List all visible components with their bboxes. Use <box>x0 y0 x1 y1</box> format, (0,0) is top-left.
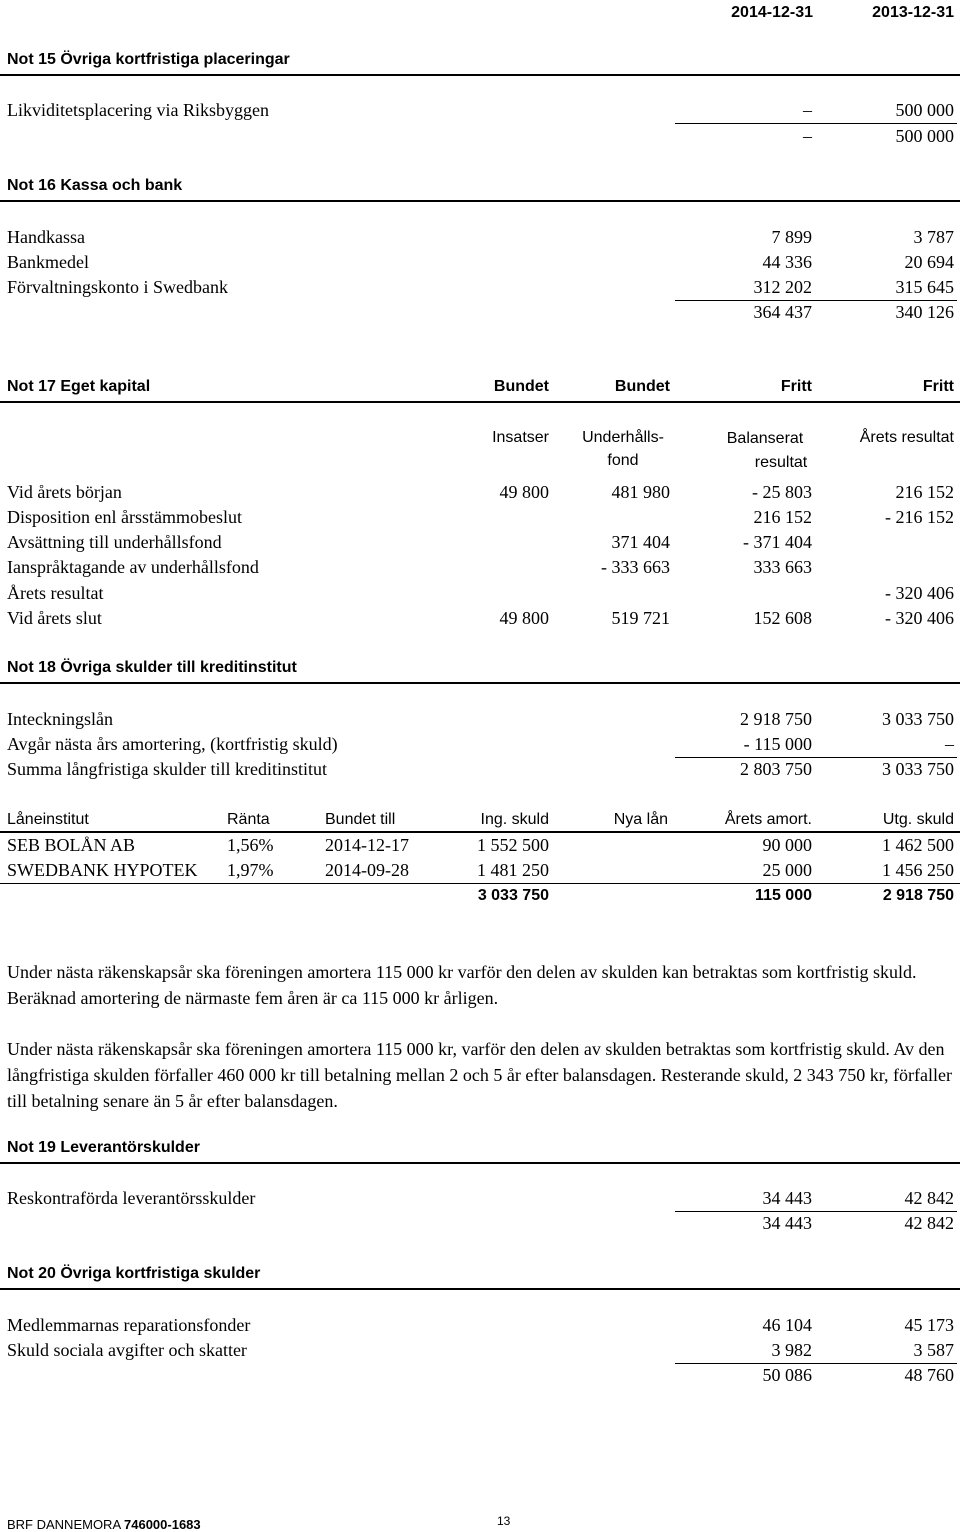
loan-header-institute: Låneinstitut <box>7 811 89 828</box>
note20-row-v1: 46 104 <box>762 1315 812 1335</box>
note17-row-label: Vid årets början <box>7 482 122 502</box>
loan-row-bound: 2014-12-17 <box>325 835 409 855</box>
note16-row-v2: 3 787 <box>913 227 954 247</box>
loan-row-rate: 1,97% <box>227 860 274 880</box>
note20-row-v2: 45 173 <box>904 1315 954 1335</box>
note17-group-header: Fritt <box>780 378 812 395</box>
note17-group-header: Fritt <box>922 378 954 395</box>
note17-row-c1: 49 800 <box>499 608 549 628</box>
note19-row-v2: 42 842 <box>904 1188 954 1208</box>
note17-col-header: Underhålls- <box>582 429 664 446</box>
loan-header-amort: Årets amort. <box>724 811 812 828</box>
note16-title: Not 16 Kassa och bank <box>7 177 183 194</box>
note20-row-label: Medlemmarnas reparationsfonder <box>7 1315 251 1335</box>
note15-total-v2: 500 000 <box>895 126 954 146</box>
note20-total-v2: 48 760 <box>904 1365 954 1385</box>
loan-row-utg: 1 456 250 <box>882 860 954 880</box>
note15-sum-rule <box>675 123 957 124</box>
note16-row-v2: 315 645 <box>895 277 954 297</box>
note17-row-c3: 152 608 <box>753 608 812 628</box>
note16-row-v1: 7 899 <box>771 227 812 247</box>
note17-row-c2: - 333 663 <box>601 557 670 577</box>
note15-row-v1: – <box>803 100 812 120</box>
note17-row-c2: 519 721 <box>611 608 670 628</box>
loan-row-amort: 25 000 <box>762 860 812 880</box>
note16-total-v1: 364 437 <box>753 302 812 322</box>
note15-rule <box>0 74 960 76</box>
note20-row-label: Skuld sociala avgifter och skatter <box>7 1340 247 1360</box>
note17-row-label: Vid årets slut <box>7 608 102 628</box>
note19-row-v1: 34 443 <box>762 1188 812 1208</box>
note16-row-v1: 44 336 <box>762 252 812 272</box>
note17-row-c3: - 371 404 <box>743 532 812 552</box>
note18-title: Not 18 Övriga skulder till kreditinstitut <box>7 659 297 676</box>
note15-total-v1: – <box>803 126 812 146</box>
note17-row-c2: 481 980 <box>611 482 670 502</box>
note17-title: Not 17 Eget kapital <box>7 378 151 395</box>
note20-title: Not 20 Övriga kortfristiga skulder <box>7 1265 261 1282</box>
loan-header-rule <box>0 831 960 833</box>
note17-row-c4: - 216 152 <box>885 507 954 527</box>
note19-rule <box>0 1162 960 1164</box>
note19-sum-rule <box>675 1211 957 1212</box>
note17-col-header: resultat <box>754 454 808 471</box>
loan-row-ing: 1 552 500 <box>477 835 549 855</box>
note18-paragraph-1: Under nästa räkenskapsår ska föreningen amortera 115 000 kr varför den delen av skulden kan betraktas som kortfristig skuld. Beräknad amortering de närmaste fem åren är ca 115 000 kr årligen. <box>7 962 917 1008</box>
loan-row-utg: 1 462 500 <box>882 835 954 855</box>
note18-row-label: Inteckningslån <box>7 709 113 729</box>
column-header-2013: 2013-12-31 <box>872 4 954 21</box>
note19-row-label: Reskontraförda leverantörsskulder <box>7 1188 256 1208</box>
note18-row-v1: 2 803 750 <box>740 759 812 779</box>
note18-row-v2: – <box>945 734 954 754</box>
note18-row-label: Summa långfristiga skulder till kreditinstitut <box>7 759 327 779</box>
note19-total-v2: 42 842 <box>904 1213 954 1233</box>
note17-row-c3: 333 663 <box>753 557 812 577</box>
note19-title: Not 19 Leverantörskulder <box>7 1139 200 1156</box>
note19-total-v1: 34 443 <box>762 1213 812 1233</box>
note16-row-v2: 20 694 <box>904 252 954 272</box>
note16-sum-rule <box>675 300 957 301</box>
loan-header-bound: Bundet till <box>325 811 396 828</box>
note17-row-c4: - 320 406 <box>885 583 954 603</box>
note18-row-v2: 3 033 750 <box>882 709 954 729</box>
note17-group-header: Bundet <box>493 378 549 395</box>
note15-row-label: Likviditetsplacering via Riksbyggen <box>7 100 269 120</box>
note20-row-v1: 3 982 <box>771 1340 812 1360</box>
note17-row-c1: 49 800 <box>499 482 549 502</box>
footer-org-number: 746000-1683 <box>124 1517 201 1532</box>
note18-row-v1: - 115 000 <box>743 734 812 754</box>
note17-col-header: Balanserat <box>726 430 804 447</box>
note20-row-v2: 3 587 <box>913 1340 954 1360</box>
note17-row-c4: 216 152 <box>895 482 954 502</box>
note16-row-label: Bankmedel <box>7 252 89 272</box>
note17-row-label: Årets resultat <box>7 583 104 603</box>
note17-row-c2: 371 404 <box>611 532 670 552</box>
loan-header-new: Nya lån <box>613 811 668 828</box>
note17-row-c3: 216 152 <box>753 507 812 527</box>
loan-total-amort: 115 000 <box>755 887 812 904</box>
loan-header-utg: Utg. skuld <box>882 811 954 828</box>
note15-row-v2: 500 000 <box>895 100 954 120</box>
footer-org-name: BRF DANNEMORA <box>7 1517 125 1532</box>
footer-org <box>7 1517 201 1532</box>
note18-sum-rule <box>675 757 957 758</box>
loan-header-rate: Ränta <box>227 811 270 828</box>
loan-row-bound: 2014-09-28 <box>325 860 409 880</box>
note16-row-v1: 312 202 <box>753 277 812 297</box>
note18-paragraph-2: Under nästa räkenskapsår ska föreningen amortera 115 000 kr, varför den delen av skulden betraktas som kortfristig skuld. Av den långfristiga skulden förfaller 460 000 kr till betalning mellan 2 och 5 år efter balansdagen. Resterande skuld, 2 343 750 kr, förfaller till betalning senare än 5 år efter balansdagen. <box>7 1039 952 1111</box>
loan-total-ing: 3 033 750 <box>477 887 549 904</box>
note17-rule <box>0 401 960 403</box>
loan-total-rule <box>0 883 960 884</box>
note18-row-label: Avgår nästa års amortering, (kortfristig skuld) <box>7 734 338 754</box>
note20-sum-rule <box>675 1363 957 1364</box>
column-header-2014: 2014-12-31 <box>731 4 813 21</box>
note20-total-v1: 50 086 <box>762 1365 812 1385</box>
loan-row-inst: SEB BOLÅN AB <box>7 835 136 855</box>
note17-row-c3: - 25 803 <box>752 482 812 502</box>
note17-group-header: Bundet <box>614 378 670 395</box>
note16-row-label: Förvaltningskonto i Swedbank <box>7 277 228 297</box>
note17-row-label: Disposition enl årsstämmobeslut <box>7 507 242 527</box>
note15-title: Not 15 Övriga kortfristiga placeringar <box>7 51 290 68</box>
loan-row-rate: 1,56% <box>227 835 274 855</box>
note17-col-header: fond <box>607 452 639 469</box>
note17-row-label: Avsättning till underhållsfond <box>7 532 222 552</box>
note20-rule <box>0 1288 960 1290</box>
note16-total-v2: 340 126 <box>895 302 954 322</box>
loan-row-ing: 1 481 250 <box>477 860 549 880</box>
note18-rule <box>0 682 960 684</box>
note17-row-label: Ianspråktagande av underhållsfond <box>7 557 259 577</box>
note16-rule <box>0 200 960 202</box>
note17-row-c4: - 320 406 <box>885 608 954 628</box>
note16-row-label: Handkassa <box>7 227 85 247</box>
loan-header-ing: Ing. skuld <box>480 811 549 828</box>
loan-total-utg: 2 918 750 <box>882 887 954 904</box>
footer-page-number: 13 <box>497 1514 511 1528</box>
loan-row-amort: 90 000 <box>762 835 812 855</box>
note18-row-v1: 2 918 750 <box>740 709 812 729</box>
note18-row-v2: 3 033 750 <box>882 759 954 779</box>
note17-col-header: Årets resultat <box>859 429 954 446</box>
note17-col-header: Insatser <box>492 429 549 446</box>
loan-row-inst: SWEDBANK HYPOTEK <box>7 860 198 880</box>
